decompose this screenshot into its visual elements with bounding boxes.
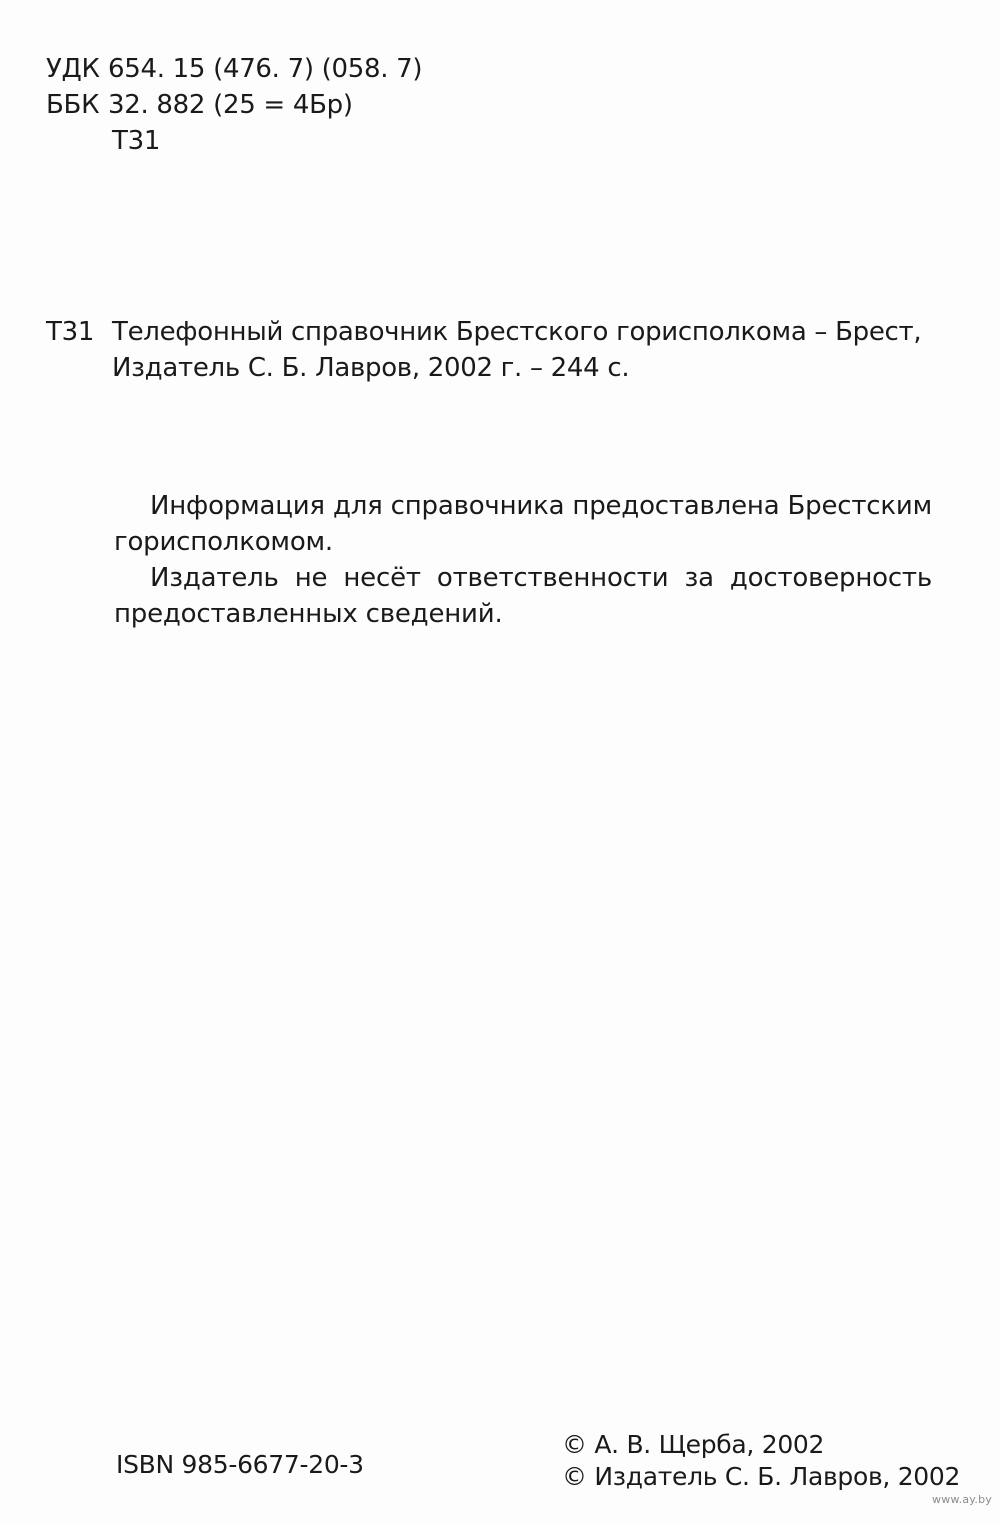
site-watermark: www.ay.by xyxy=(932,1493,992,1506)
udk-line xyxy=(46,52,422,86)
udk-value: 654. 15 (476. 7) (058. 7) xyxy=(108,54,423,84)
bibliographic-line-1: Телефонный справочник Брестского горисполкома – Брест, xyxy=(112,317,922,347)
copyright-publisher: © Издатель С. Б. Лавров, 2002 xyxy=(562,1462,961,1491)
bibliographic-code: Т31 xyxy=(46,317,95,347)
copyright-author: © А. В. Щерба, 2002 xyxy=(562,1430,825,1459)
isbn: ISBN 985-6677-20-3 xyxy=(116,1450,364,1479)
note-disclaimer: Издатель не несёт ответственности за достоверность предоставленных сведений. xyxy=(114,563,932,629)
udk-label: УДК xyxy=(46,54,100,84)
bibliographic-line-2: Издатель С. Б. Лавров, 2002 г. – 244 с. xyxy=(112,353,630,383)
bbk-value: 32. 882 (25 = 4Бр) xyxy=(108,90,353,120)
author-code: Т31 xyxy=(112,126,161,156)
bbk-line xyxy=(46,88,353,122)
bbk-label: ББК xyxy=(46,90,100,120)
note-source: Информация для справочника предоставлена Брестским горисполкомом. xyxy=(114,491,932,557)
